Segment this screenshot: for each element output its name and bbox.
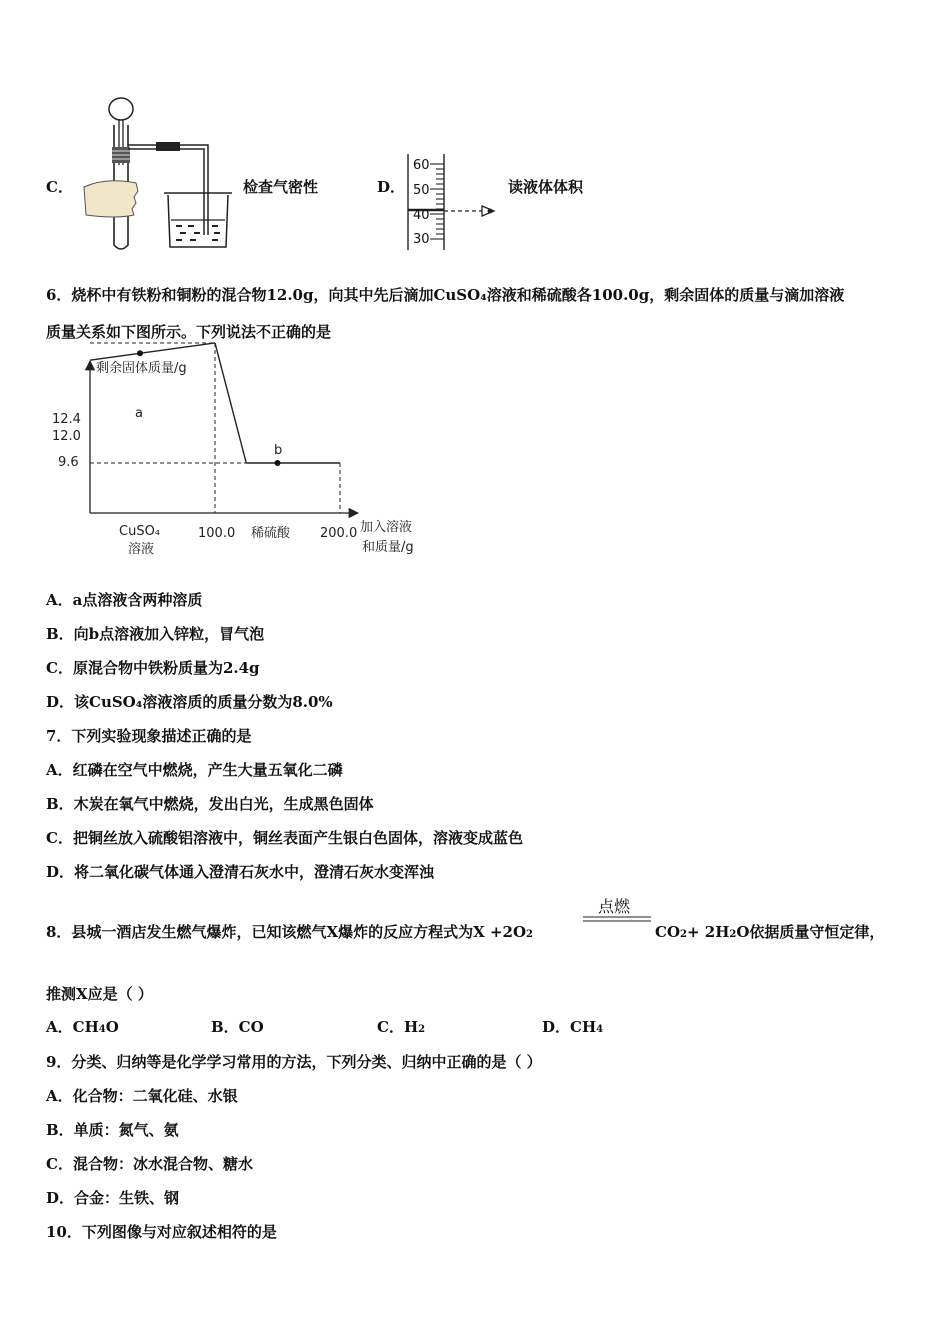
q8-option-d[interactable]: D．CH4 — [542, 1018, 604, 1036]
q6-stem-line2: 质量关系如下图所示。下列说法不正确的是 — [46, 323, 332, 341]
x-axis-label-line2: 和质量/g — [362, 540, 414, 555]
x-tick-200: 200.0 — [320, 526, 358, 541]
q7-option-d[interactable]: D．将二氧化碳气体通入澄清石灰水中，澄清石灰水变浑浊 — [46, 863, 435, 881]
x-axis-label-line1: 加入溶液 — [360, 520, 413, 535]
q7-option-a[interactable]: A．红磷在空气中燃烧，产生大量五氧化二磷 — [46, 761, 343, 779]
q8-option-a[interactable]: A．CH4O — [46, 1018, 119, 1036]
y-axis-label: 剩余固体质量/g — [96, 361, 187, 376]
cylinder-mark-30: 30 — [413, 232, 430, 247]
q7-option-c[interactable]: C．把铜丝放入硫酸铝溶液中，铜丝表面产生银白色固体，溶液变成蓝色 — [46, 829, 523, 847]
series-segment-0 — [90, 343, 215, 360]
option-d-label: D． — [377, 178, 406, 196]
point-b — [275, 460, 281, 466]
point-a — [137, 350, 143, 356]
option-d-caption: 读液体体积 — [508, 178, 584, 196]
reaction-arrow-equals — [583, 916, 653, 924]
q9-option-b[interactable]: B．单质：氮气、氨 — [46, 1121, 179, 1139]
region-label-cuso4: CuSO₄ — [119, 524, 161, 539]
q6-option-b[interactable]: B．向b点溶液加入锌粒，冒气泡 — [46, 625, 265, 643]
y-tick-12-4: 12.4 — [52, 412, 81, 427]
q7-option-b[interactable]: B．木炭在氧气中燃烧，发出白光，生成黑色固体 — [46, 795, 374, 813]
region-label-acid: 稀硫酸 — [251, 526, 291, 541]
q6-chart — [40, 355, 440, 565]
series-segment-1 — [215, 343, 246, 463]
reaction-condition: 点燃 — [598, 897, 631, 916]
q8-stem-left: 8．县城一酒店发生燃气爆炸，已知该燃气X爆炸的反应方程式为X +2O2 — [46, 923, 533, 941]
q6-option-a[interactable]: A．a点溶液含两种溶质 — [46, 591, 203, 609]
q8-option-b[interactable]: B．CO — [211, 1018, 264, 1036]
cylinder-mark-50: 50 — [413, 183, 430, 198]
option-c-caption: 检查气密性 — [243, 178, 319, 196]
q6-option-c[interactable]: C．原混合物中铁粉质量为2.4g — [46, 659, 260, 677]
point-label-b: b — [274, 443, 283, 458]
x-tick-100: 100.0 — [198, 526, 236, 541]
airtightness-apparatus-illustration — [76, 95, 246, 255]
q9-option-a[interactable]: A．化合物：二氧化硅、水银 — [46, 1087, 238, 1105]
q8-stem-line2: 推测X应是（ ） — [46, 985, 153, 1003]
q7-stem: 7．下列实验现象描述正确的是 — [46, 727, 252, 745]
point-label-a: a — [135, 406, 143, 421]
y-tick-12-0: 12.0 — [52, 429, 81, 444]
q8-option-c[interactable]: C．H2 — [377, 1018, 426, 1036]
cylinder-mark-60: 60 — [413, 158, 430, 173]
region-label-solution: 溶液 — [128, 542, 155, 557]
q6-stem-line1: 6．烧杯中有铁粉和铜粉的混合物12.0g，向其中先后滴加CuSO₄溶液和稀硫酸各100.0g，剩余固体的质量与滴加溶液 — [46, 286, 845, 304]
cylinder-mark-40: 40 — [413, 208, 430, 223]
q9-option-d[interactable]: D．合金：生铁、钢 — [46, 1189, 180, 1207]
q9-stem: 9．分类、归纳等是化学学习常用的方法，下列分类、归纳中正确的是（ ） — [46, 1053, 542, 1071]
y-tick-9-6: 9.6 — [58, 455, 79, 470]
option-c-label: C． — [46, 178, 73, 196]
q10-stem: 10．下列图像与对应叙述相符的是 — [46, 1223, 277, 1241]
q8-stem-right: CO2+ 2H2O依据质量守恒定律， — [655, 923, 885, 941]
q9-option-c[interactable]: C．混合物：冰水混合物、糖水 — [46, 1155, 253, 1173]
q6-option-d[interactable]: D．该CuSO₄溶液溶质的质量分数为8.0% — [46, 693, 333, 711]
